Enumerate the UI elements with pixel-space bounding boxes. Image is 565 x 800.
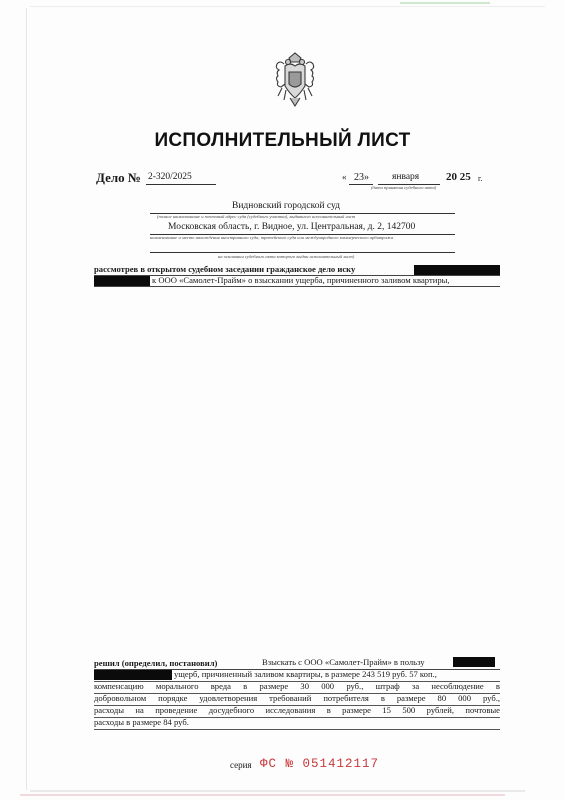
redacted-plaintiff-name (414, 265, 500, 275)
date-month: января (392, 172, 420, 182)
date-caption: (дата принятия судебного акта) (371, 185, 437, 190)
redacted-plaintiff-name-2 (94, 276, 150, 286)
case-number-value: 2-320/2025 (148, 172, 192, 182)
decision-line-2: ущерб, причиненный заливом квартиры, в размере 243 519 руб. 57 коп., (174, 669, 437, 679)
case-text-line-1: рассмотрев в открытом судебном заседании гражданское дело иску (94, 264, 356, 274)
decision-line-6: расходы в размере 84 руб. (94, 717, 189, 727)
case-text-underline-2 (94, 286, 500, 287)
redacted-recipient-name (453, 657, 495, 667)
case-number-label: Дело № (96, 170, 141, 185)
decision-line-4 (94, 693, 500, 703)
decision-line-3-text: компенсацию морального вреда в размере 30 000 руб., штраф за несоблюдение в (94, 681, 500, 691)
date-day-underline (349, 184, 373, 185)
document-title: ИСПОЛНИТЕЛЬНЫЙ ЛИСТ (154, 130, 411, 151)
decision-label: решил (определил, постановил) (94, 658, 218, 668)
scan-edge-top (30, 6, 545, 7)
basis-caption: на основании судебного акта которого выдан исполнительный лист) (218, 254, 355, 259)
case-text-line-2: к ООО «Самолет-Прайм» о взыскании ущерба, причиненного заливом квартиры, (152, 275, 450, 285)
decision-line-3 (94, 681, 500, 691)
decision-line-1: Взыскать с ООО «Самолет-Прайм» в пользу (262, 657, 425, 667)
scan-edge-bottom (30, 790, 525, 792)
court-name-caption: (полное наименование и почтовый адрес суда (судебного участка), выдавшего исполнительный лист (157, 214, 356, 219)
date-quote-open: « (342, 172, 347, 182)
court-address-caption: наименование и место нахождения иностранного суда, третейского суда или международного коммерческого арбитража (150, 235, 394, 240)
scan-edge-pink (20, 794, 505, 796)
scan-edge-green (400, 2, 490, 4)
redacted-recipient-name-2 (94, 670, 172, 680)
decision-line-5 (94, 705, 500, 715)
series-label: серия (230, 760, 252, 770)
date-year: 20 25 (446, 171, 471, 183)
coat-of-arms-icon (272, 50, 318, 108)
decision-line-4-text: добровольном порядке удовлетворения требований потребителя в размере 80 000 руб., (94, 693, 500, 703)
basis-blank-line (150, 252, 455, 253)
decision-line-5-text: расходы на проведение досудебного исследования в размере 15 500 рублей, почтовые (94, 705, 500, 715)
court-address: Московская область, г. Видное, ул. Центральная, д. 2, 142700 (168, 222, 416, 232)
decision-underline-6 (94, 729, 500, 730)
date-day: 23» (354, 172, 369, 183)
date-year-suffix: г. (478, 174, 483, 183)
case-number-underline (146, 184, 216, 185)
series-number: ФС № 051412117 (260, 757, 380, 771)
scan-edge-left (26, 8, 27, 790)
court-name: Видновский городской суд (232, 201, 340, 211)
